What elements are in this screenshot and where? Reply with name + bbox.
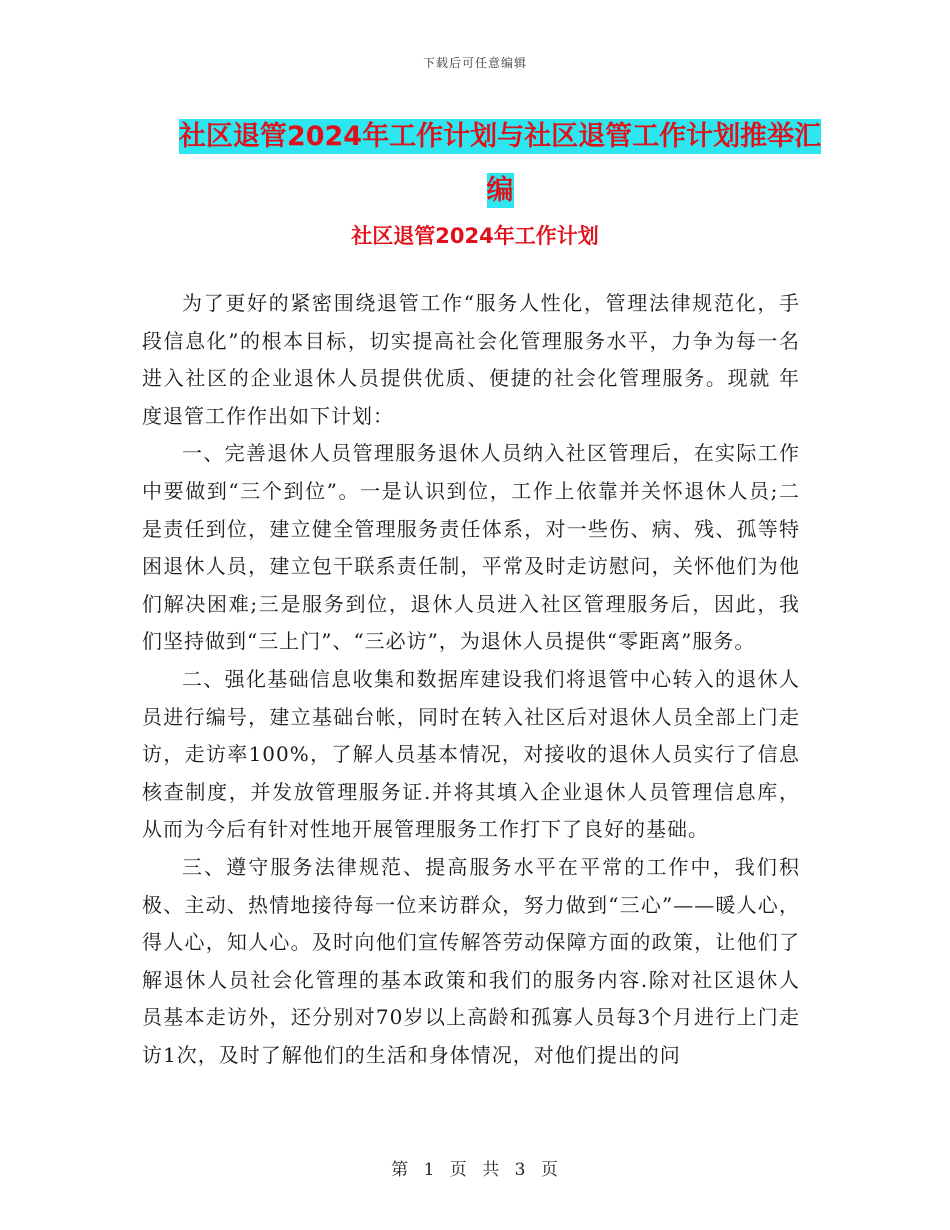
document-title-line-2: 编	[486, 175, 514, 206]
document-title	[150, 110, 850, 218]
paragraph-two: 二、强化基础信息收集和数据库建设我们将退管中心转入的退休人员进行编号，建立基础台帐，同时在转入社区后对退休人员全部上门走访，走访率100%，了解人员基本情况，对接收的退休人员实行了信息核查制度，并发放管理服务证.并将其填入企业退休人员管理信息库，从而为今后有针对性地开展管理服务工作打下了良好的基础。	[142, 666, 800, 842]
page-header-note: 下载后可任意编辑	[422, 56, 527, 70]
paragraph-intro: 为了更好的紧密围绕退管工作“服务人性化，管理法律规范化，手段信息化”的根本目标，切实提高社会化管理服务水平，力争为每一名进入社区的企业退休人员提供优质、便捷的社会化管理服务。现就 年度退管工作作出如下计划：	[142, 291, 800, 428]
section-title: 社区退管2024年工作计划	[351, 224, 599, 248]
paragraph-three: 三、遵守服务法律规范、提高服务水平在平常的工作中，我们积极、主动、热情地接待每一位来访群众，努力做到“三心”——暖人心，得人心，知人心。及时向他们宣传解答劳动保障方面的政策，让他们了解退休人员社会化管理的基本政策和我们的服务内容.除对社区退休人员基本走访外，还分别对70岁以上高龄和孤寡人员每3个月进行上门走访1次，及时了解他们的生活和身体情况，对他们提出的问	[142, 854, 800, 1067]
document-body	[142, 285, 800, 1074]
document-title-line-1: 社区退管2024年工作计划与社区退管工作计划推举汇	[178, 121, 822, 152]
paragraph-one: 一、完善退休人员管理服务退休人员纳入社区管理后，在实际工作中要做到“三个到位”。一是认识到位，工作上依靠并关怀退休人员;二是责任到位，建立健全管理服务责任体系，对一些伤、病、残、孤等特困退休人员，建立包干联系责任制，平常及时走访慰问，关怀他们为他们解决困难;三是服务到位，退休人员进入社区管理服务后，因此，我们坚持做到“三上门”、“三必访”，为退休人员提供“零距离”服务。	[142, 441, 800, 654]
page-number-footer: 第 1 页 共 3 页	[391, 1160, 559, 1180]
